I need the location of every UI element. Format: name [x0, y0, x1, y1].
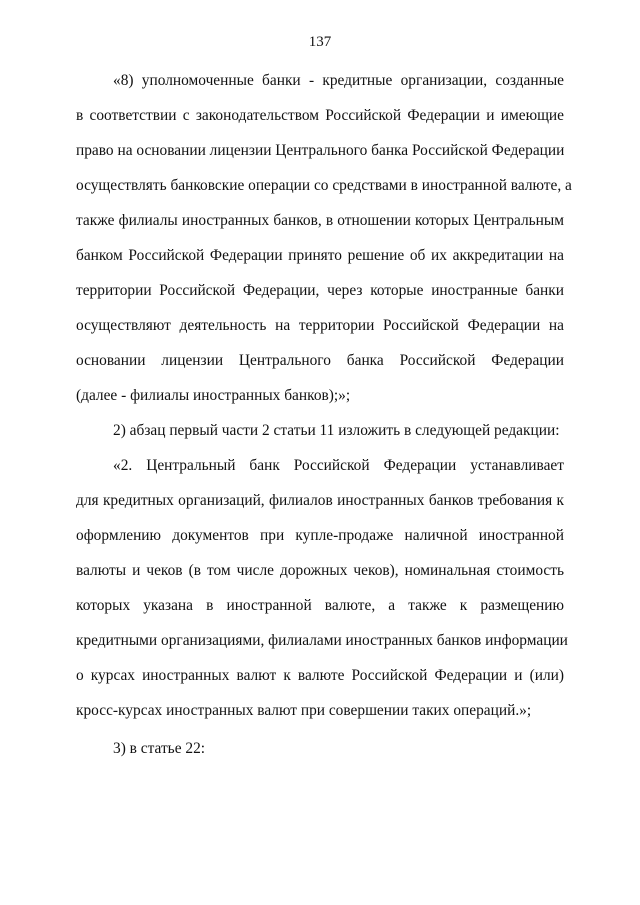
text-line: банком Российской Федерации принято решение об их аккредитации на [76, 247, 564, 264]
text-line: осуществлять банковские операции со средствами в иностранной валюте, а [76, 177, 572, 194]
text-line: о курсах иностранных валют к валюте Российской Федерации и (или) [76, 667, 564, 684]
text-line: основании лицензии Центрального банка Российской Федерации [76, 352, 564, 369]
text-line: в соответствии с законодательством Российской Федерации и имеющие [76, 107, 564, 124]
text-line: территории Российской Федерации, через которые иностранные банки [76, 282, 564, 299]
text-line: 3) в статье 22: [113, 740, 206, 757]
text-line: право на основании лицензии Центрального банка Российской Федерации [76, 142, 565, 159]
text-line: 2) абзац первый части 2 статьи 11 изложить в следующей редакции: [113, 422, 560, 439]
text-line: осуществляют деятельность на территории Российской Федерации на [76, 317, 564, 334]
text-line: оформлению документов при купле-продаже наличной иностранной [76, 527, 564, 544]
text-line: (далее - филиалы иностранных банков);»; [76, 387, 351, 404]
page-number: 137 [308, 34, 332, 50]
text-line: валюты и чеков (в том числе дорожных чеков), номинальная стоимость [76, 562, 564, 579]
text-line: также филиалы иностранных банков, в отношении которых Центральным [76, 212, 564, 229]
text-line: «8) уполномоченные банки - кредитные организации, созданные [113, 72, 564, 89]
text-line: «2. Центральный банк Российской Федерации устанавливает [113, 457, 564, 474]
text-line: для кредитных организаций, филиалов иностранных банков требования к [76, 492, 564, 509]
text-line: кросс-курсах иностранных валют при совершении таких операций.»; [76, 702, 532, 719]
text-line: кредитными организациями, филиалами иностранных банков информации [76, 632, 568, 649]
text-line: которых указана в иностранной валюте, а также к размещению [76, 597, 564, 614]
